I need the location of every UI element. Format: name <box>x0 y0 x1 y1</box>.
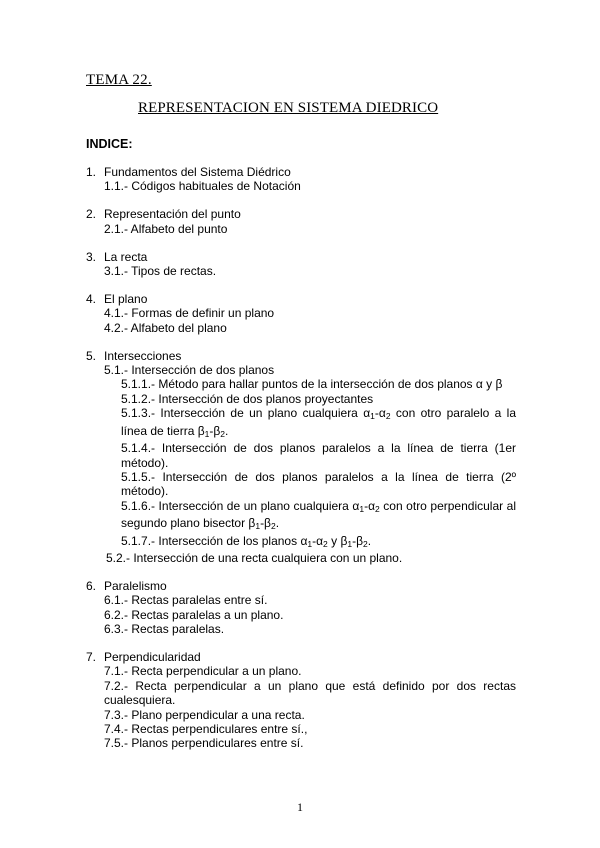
section-number: 7. <box>86 649 97 664</box>
document-title: REPRESENTACION EN SISTEMA DIEDRICO <box>138 100 439 116</box>
toc-section-6 <box>86 579 516 637</box>
toc-subitem: 5.1.1.- Método para hallar puntos de la intersección de dos planos α y β <box>121 377 503 392</box>
section-number: 4. <box>86 291 97 306</box>
toc-item: 5.2.- Intersección de una recta cualquiera con un plano. <box>106 550 403 565</box>
toc-item: 6.1.- Rectas paralelas entre sí. <box>104 593 268 608</box>
section-title: La recta <box>104 249 148 264</box>
section-number: 2. <box>86 207 97 222</box>
toc-item: 4.1.- Formas de definir un plano <box>104 306 275 321</box>
section-number: 5. <box>86 348 97 363</box>
section-title: Representación del punto <box>104 207 241 222</box>
section-number: 6. <box>86 578 97 593</box>
toc-item: 7.2.- Recta perpendicular a un plano que está definido por dos rectas cualesquiera. <box>104 678 516 708</box>
toc-item: 7.3.- Plano perpendicular a una recta. <box>104 707 305 722</box>
toc-item: 7.4.- Rectas perpendiculares entre sí., <box>104 722 308 736</box>
toc-section-1 <box>86 165 516 194</box>
section-number: 1. <box>86 165 97 179</box>
toc-item: 6.3.- Rectas paralelas. <box>104 622 225 637</box>
toc-subitem: 5.1.7.- Intersección de los planos $\alpha_1-\alpha_2$ y $\beta_1-\beta_2$. <box>121 533 372 549</box>
toc-subitem: 5.1.2.- Intersección de dos planos proyectantes <box>121 391 374 406</box>
toc-section-3 <box>86 250 516 279</box>
toc-section-2 <box>86 207 516 236</box>
page-number: 1 <box>297 800 303 814</box>
section-number: 3. <box>86 249 97 264</box>
toc-subitem: 5.1.3.- Intersección de un plano cualquiera $\alpha_1-\alpha_2$ con otro paralelo a la línea de tierra $\beta_1-\beta_2$. <box>121 406 516 439</box>
section-title: Fundamentos del Sistema Diédrico <box>104 165 291 179</box>
toc-item: 2.1.- Alfabeto del punto <box>104 221 228 236</box>
section-title: Perpendicularidad <box>104 649 201 664</box>
toc-section-7 <box>86 650 516 751</box>
table-of-contents <box>86 165 516 764</box>
section-title: El plano <box>104 291 148 306</box>
toc-item: 7.5.- Planos perpendiculares entre sí. <box>104 736 304 751</box>
toc-item: 5.1.- Intersección de dos planos <box>104 363 275 378</box>
section-title: Intersecciones <box>104 348 182 363</box>
toc-item: 3.1.- Tipos de rectas. <box>104 264 217 279</box>
index-heading: INDICE: <box>86 137 133 151</box>
toc-item: 4.2.- Alfabeto del plano <box>104 320 227 335</box>
toc-subitem: 5.1.4.- Intersección de dos planos paralelos a la línea de tierra (1er método). <box>121 441 516 470</box>
section-title: Paralelismo <box>104 578 167 593</box>
toc-subitem: 5.1.6.- Intersección de un plano cualquiera $\alpha_1-\alpha_2$ con otro perpendicular al segundo plano bisector $\beta_1-\beta_2$. <box>121 498 516 532</box>
toc-section-5 <box>86 349 516 566</box>
toc-item: 6.2.- Rectas paralelas a un plano. <box>104 607 284 622</box>
tema-heading: TEMA 22. <box>86 72 152 88</box>
toc-section-4 <box>86 292 516 335</box>
toc-subitem: 5.1.5.- Intersección de dos planos paralelos a la línea de tierra (2º método). <box>121 469 516 499</box>
toc-item: 7.1.- Recta perpendicular a un plano. <box>104 664 302 679</box>
toc-item: 1.1.- Códigos habituales de Notación <box>104 179 301 194</box>
